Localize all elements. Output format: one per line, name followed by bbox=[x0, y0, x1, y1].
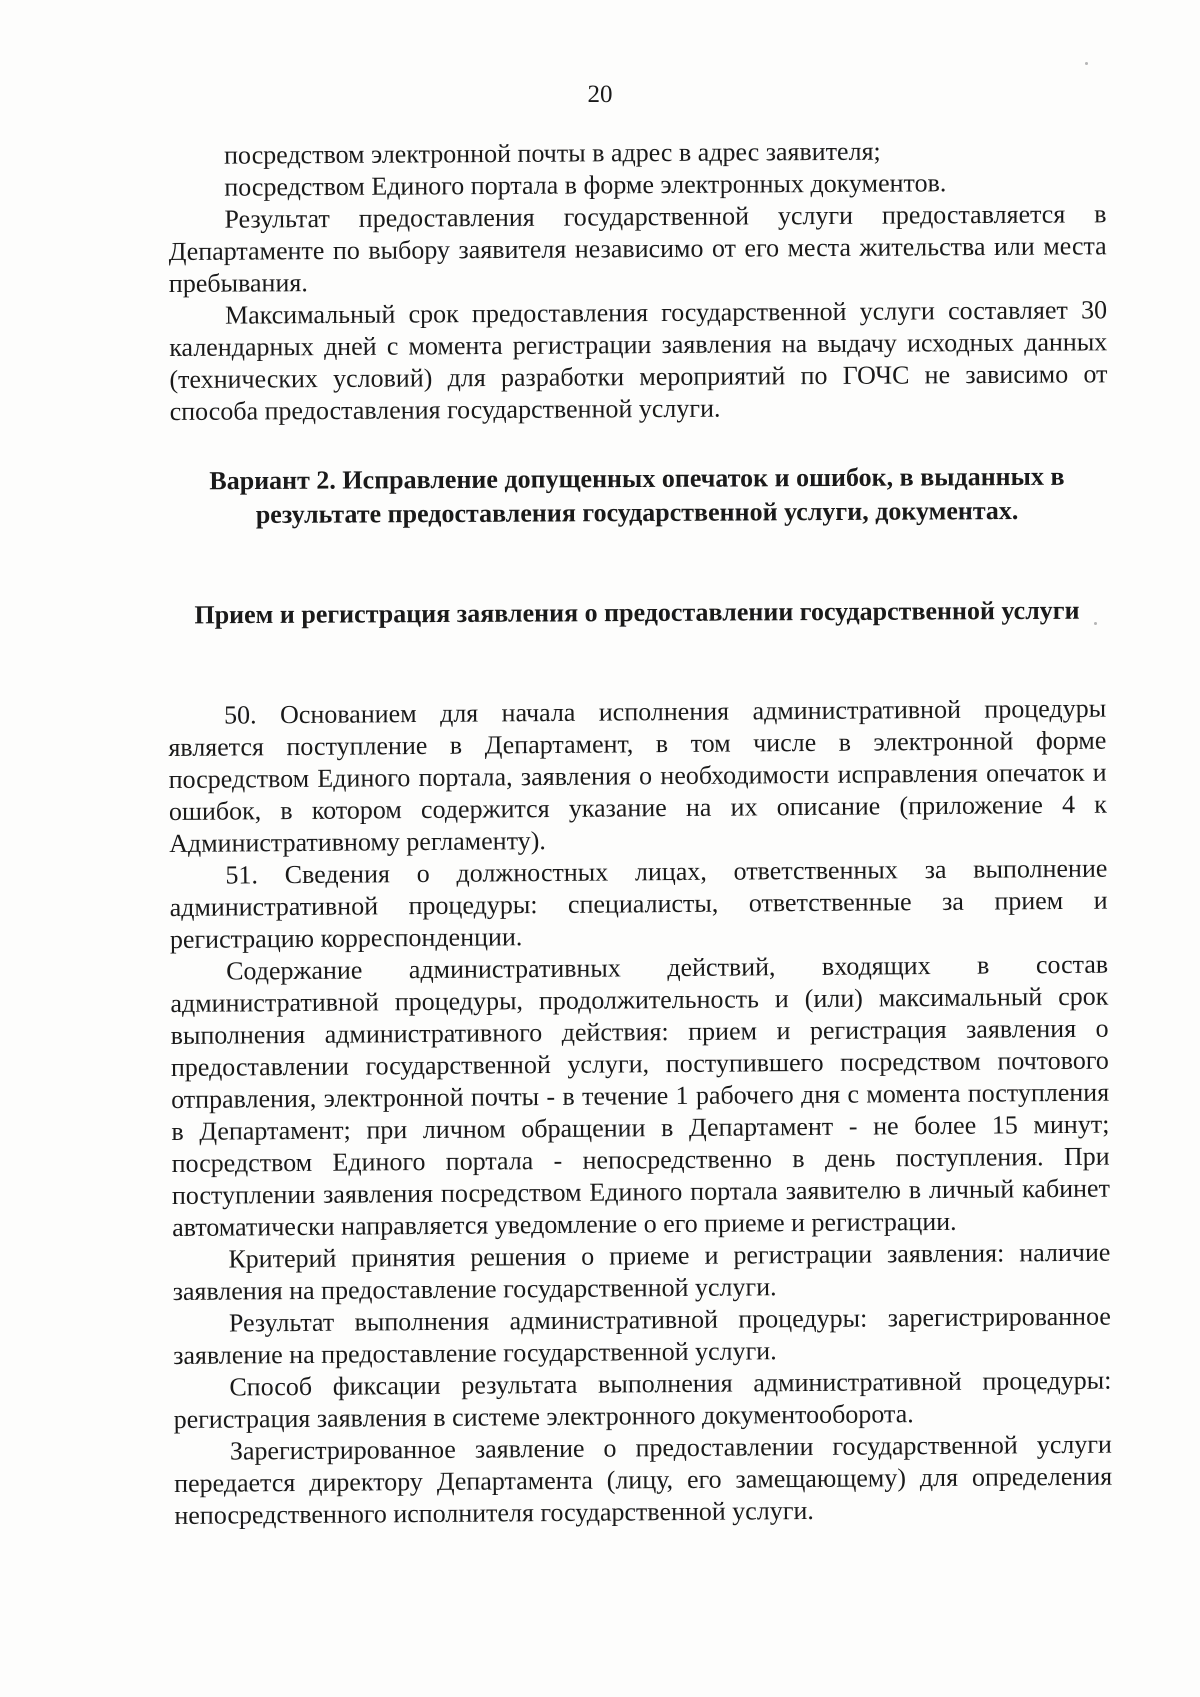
paragraph: посредством электронной почты в адрес в адрес заявителя; bbox=[224, 136, 881, 170]
paragraph: Критерий принятия решения о приеме и регистрации заявления: наличие заявления на предоставление государственной услуги. bbox=[172, 1237, 1111, 1306]
variant-heading: Вариант 2. Исправление допущенных опечаток и ошибок, в выданных в результате предоставления государственной услуги, документах. bbox=[209, 461, 1065, 529]
paragraph: Способ фиксации результата выполнения административной процедуры: регистрация заявления в системе электронного документооборота. bbox=[173, 1365, 1112, 1434]
paragraph: Результат предоставления государственной услуги предоставляется в Департаменте по выбору заявителя независимо от его места жительства или места пребывания. bbox=[168, 199, 1107, 298]
paragraph: 50. Основанием для начала исполнения административной процедуры является поступление в Департамент, в том числе в электронной форме посредством Единого портала, заявления о необходимости исправления опечаток и ошибок, в котором содержится указание на их описание (приложение 4 к Административному регламенту). bbox=[168, 693, 1107, 858]
paragraph: Максимальный срок предоставления государственной услуги составляет 30 календарных дней с момента регистрации заявления на выдачу исходных данных (технических условий) для разработки мероприятий по ГОЧС не зависимо от способа предоставления государственной услуги. bbox=[169, 295, 1108, 426]
scan-speck bbox=[1085, 62, 1088, 65]
section-heading: Прием и регистрация заявления о предоставлении государственной услуги bbox=[194, 595, 1080, 630]
paragraph: 51. Сведения о должностных лицах, ответственных за выполнение административной процедуры: специалисты, ответственные за прием и регистрацию корреспонденции. bbox=[169, 853, 1108, 954]
page-number: 20 bbox=[587, 81, 613, 108]
paragraph: посредством Единого портала в форме электронных документов. bbox=[224, 168, 947, 202]
main-text-block bbox=[168, 693, 1113, 1532]
paragraph: Результат выполнения административной процедуры: зарегистрированное заявление на предоставление государственной услуги. bbox=[173, 1301, 1111, 1370]
intro-text-block bbox=[168, 134, 1108, 428]
paragraph: Содержание административных действий, входящих в состав административной процедуры, продолжительность и (или) максимальный срок выполнения административного действия: прием и регистрация заявления о предоставлении государственной услуги, поступившего посредством почтового отправления, электронной почты - в течение 1 рабочего дня с момента поступления в Департамент; при личном обращении в Департамент - не более 15 минут; посредством Единого портала - непосредственно в день поступления. При поступлении заявления посредством Единого портала заявителю в личный кабинет автоматически направляется уведомление о его приеме и регистрации. bbox=[170, 949, 1110, 1242]
paragraph: Зарегистрированное заявление о предоставлении государственной услуги передается директору Департамента (лицу, его замещающему) для определения непосредственного исполнителя государственной услуги. bbox=[174, 1429, 1113, 1530]
